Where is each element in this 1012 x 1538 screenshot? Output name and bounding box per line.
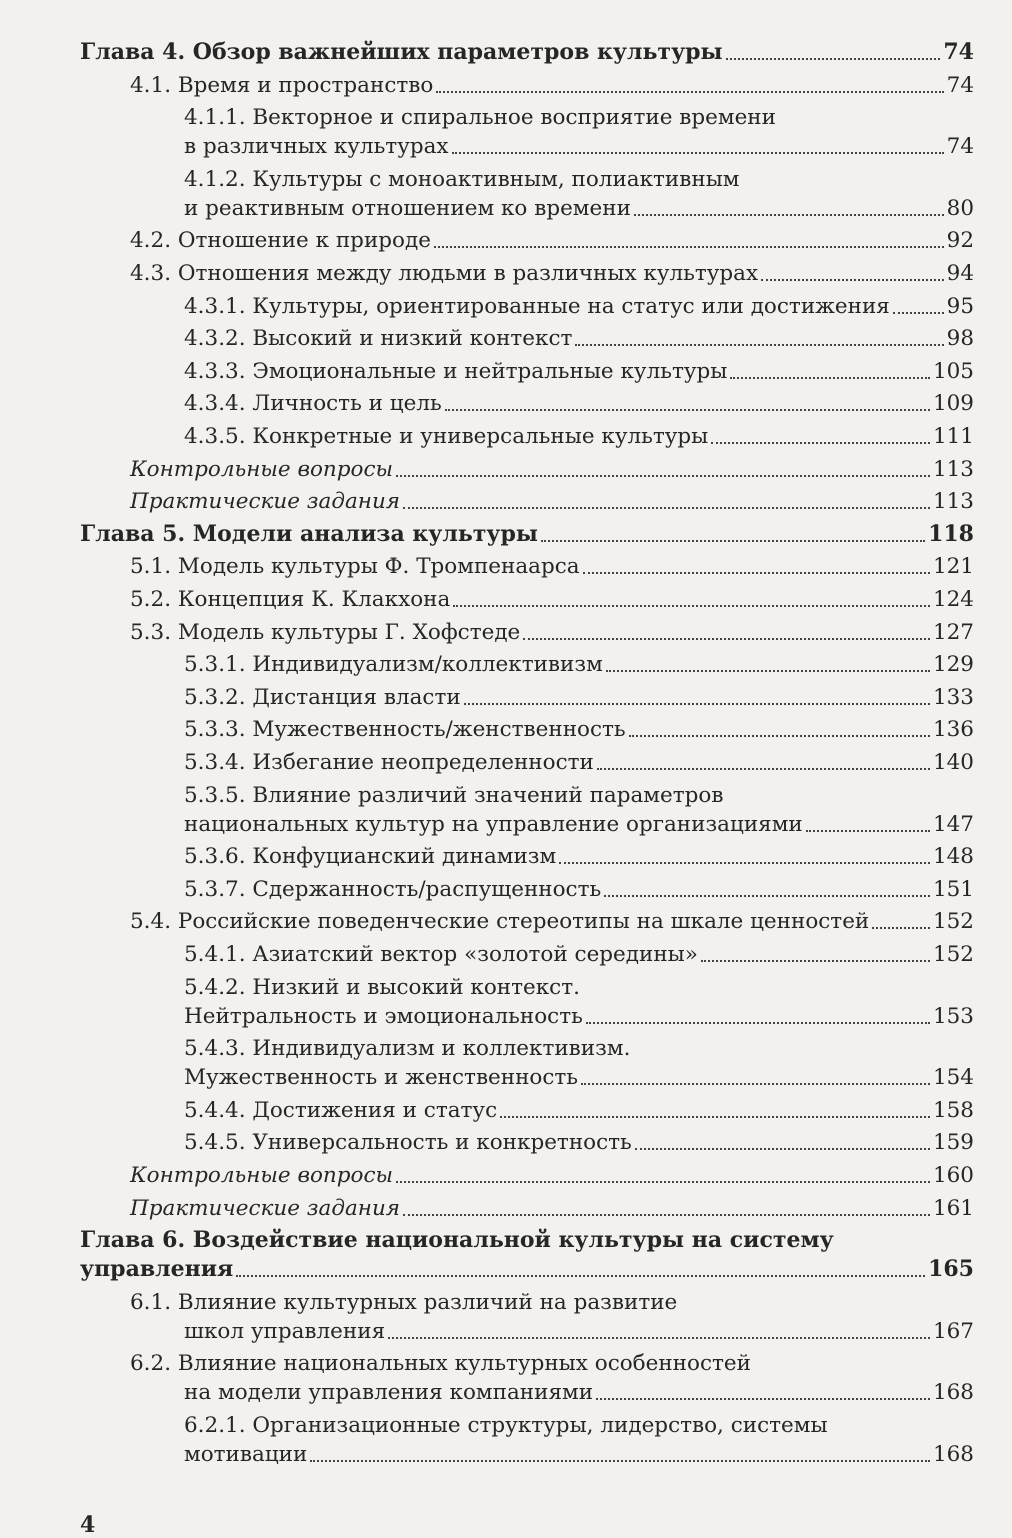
toc-entry-page: 113 [932,456,974,482]
toc-entry-page: 98 [946,326,974,352]
dot-leader [559,862,930,864]
dot-leader [453,605,930,607]
dot-leader [893,312,944,314]
page-number: 4 [80,1512,96,1538]
dot-leader [396,475,930,477]
toc-entry-title: Практические задания [130,1195,401,1221]
dot-leader [436,91,943,93]
dot-leader [629,735,930,737]
dot-leader [236,1275,925,1277]
toc-entry-page: 74 [943,39,974,65]
toc-line [184,1002,974,1031]
toc-entry-page: 127 [932,619,974,645]
toc-line [184,1096,974,1125]
toc-entry-title: 5.4. Российские поведенческие стереотипы на шкале ценностей [130,909,870,935]
toc-line [130,585,974,614]
toc-line [130,552,974,581]
toc-entry-title: 5.4.1. Азиатский вектор «золотой середины» [184,942,698,967]
toc-entry-title: на модели управления компаниями [184,1380,594,1406]
dot-leader [761,279,944,281]
toc-entry-page: 74 [946,134,974,160]
toc-entry-title: 4.3.5. Конкретные и универсальные культуры [184,424,709,449]
dot-leader [445,409,930,411]
toc-entry-page: 140 [932,750,974,775]
toc-entry-page: 136 [932,717,974,743]
toc-entry-page: 109 [932,391,974,417]
toc-entry-page: 118 [928,520,974,547]
toc-line [184,715,974,744]
dot-leader [606,670,930,672]
dot-leader [634,214,944,216]
toc-entry-page: 95 [946,293,974,319]
toc-line [184,357,974,386]
toc-entry-page: 168 [932,1442,974,1467]
dot-leader [806,830,930,832]
dot-leader [711,442,930,444]
toc-entry-title: 4.1.1. Векторное и спиральное восприятие времени [184,105,776,131]
toc-entry-title: Контрольные вопросы [130,456,394,482]
toc-entry-title: Контрольные вопросы [130,1163,394,1188]
toc-entry-page: 152 [932,909,974,935]
dot-leader [403,507,930,509]
toc-line [130,71,974,100]
toc-entry-title: 6.2. Влияние национальных культурных особенностей [130,1351,751,1377]
toc-line [130,1194,974,1223]
toc-entry-page: 158 [932,1097,974,1123]
dot-leader [388,1337,930,1339]
dot-leader [500,1116,930,1118]
toc-entry-title: Глава 6. Воздействие национальной культуры на систему [80,1227,834,1254]
toc-line [184,324,974,353]
toc-line [184,422,974,451]
toc-entry-title: и реактивным отношением ко времени [184,195,631,221]
dot-leader [604,895,930,897]
toc-entry-title: 4.2. Отношение к природе [130,228,431,254]
toc-entry-title: 4.3.3. Эмоциональные и нейтральные культуры [184,358,728,384]
toc-entry-page: 153 [932,1003,974,1029]
toc-entry-page: 161 [932,1195,974,1221]
dot-leader [701,960,930,962]
toc-entry-title: 5.1. Модель культуры Ф. Тромпенаарса [130,554,580,580]
toc-entry-page: 94 [946,261,974,286]
dot-leader [403,1214,930,1216]
toc-line [184,389,974,418]
toc-entry-title: 5.3.4. Избегание неопределенности [184,750,594,775]
dot-leader [581,1083,930,1085]
toc-entry-page: 152 [932,942,974,967]
toc-line [184,132,974,161]
toc-line [184,940,974,969]
toc-entry-title: 5.3.2. Дистанция власти [184,684,461,710]
toc-entry-title: школ управления [184,1318,386,1344]
toc-entry-title: в различных культурах [184,134,449,160]
toc-entry-page: 121 [932,554,974,580]
toc-entry-title: 4.3.2. Высокий и низкий контекст [184,326,573,352]
toc-entry-page: 74 [946,72,974,98]
toc-entry-title: национальных культур на управление организациями [184,811,803,837]
toc-entry-page: 165 [928,1256,974,1283]
toc-entry-title: мотивации [184,1442,308,1467]
toc-entry-title: 4.1. Время и пространство [130,72,434,98]
toc-entry-page: 113 [932,489,974,515]
toc-line [184,1440,974,1469]
toc-entry-page: 133 [932,684,974,710]
toc-entry-title: 5.4.4. Достижения и статус [184,1097,498,1123]
dot-leader [575,344,943,346]
toc-entry-title: Глава 4. Обзор важнейших параметров культуры [80,39,723,65]
toc-entry-page: 168 [932,1380,974,1406]
dot-leader [434,246,944,248]
dot-leader [596,1398,930,1400]
toc-entry-page: 147 [932,811,974,837]
toc-entry-page: 159 [932,1130,974,1156]
toc-entry-title: 4.3.1. Культуры, ориентированные на статус или достижения [184,293,890,319]
dot-leader [310,1460,930,1462]
toc-line [184,842,974,871]
dot-leader [452,152,944,154]
dot-leader [586,1022,930,1024]
toc-line [130,455,974,484]
toc-entry-title: 5.3.5. Влияние различий значений параметров [184,782,724,808]
dot-leader [396,1181,930,1183]
dot-leader [464,703,930,705]
toc-line [130,907,974,936]
toc-line [184,1317,974,1346]
dot-leader [597,768,930,770]
toc-entry-title: 6.1. Влияние культурных различий на развитие [130,1289,678,1315]
toc-entry-page: 167 [932,1318,974,1344]
dot-leader [635,1148,930,1150]
toc-line [130,618,974,647]
dot-leader [541,540,925,542]
toc-line [80,38,974,67]
toc-line [184,292,974,321]
toc-line [184,194,974,223]
toc-entry-page: 124 [932,587,974,612]
dot-leader [726,58,941,60]
toc-entry-title: управления [80,1256,234,1283]
toc-entry-title: 4.3. Отношения между людьми в различных культурах [130,261,759,286]
toc-entry-title: Мужественность и женственность [184,1065,579,1091]
toc-line [184,1378,974,1407]
toc-entry-title: 5.3.7. Сдержанность/распущенность [184,876,602,902]
toc-line [130,1161,974,1190]
toc-entry-page: 92 [946,228,974,254]
toc-entry-title: 5.4.5. Универсальность и конкретность [184,1130,632,1156]
toc-entry-title: 5.3.3. Мужественность/женственность [184,717,626,743]
toc-entry-title: 6.2.1. Организационные структуры, лидерство, системы [184,1413,828,1438]
toc-entry-title: 5.3. Модель культуры Г. Хофстеде [130,619,521,645]
toc-line [184,748,974,777]
toc-line [130,487,974,516]
toc-entry-page: 151 [932,876,974,902]
toc-entry-title: 5.3.6. Конфуцианский динамизм [184,844,557,870]
toc-line [184,1128,974,1157]
dot-leader [583,572,930,574]
toc-entry-page: 154 [932,1065,974,1091]
dot-leader [730,377,930,379]
toc-line [80,1255,974,1284]
toc-entry-title: 5.3.1. Индивидуализм/коллективизм [184,652,603,678]
toc-line [184,650,974,679]
toc-entry-title: 5.4.2. Низкий и высокий контекст. [184,974,580,1000]
toc-entry-page: 80 [946,195,974,221]
toc-entry-title: 5.2. Концепция К. Клакхона [130,587,451,612]
toc-entry-title: 4.3.4. Личность и цель [184,391,442,417]
toc-line [184,683,974,712]
dot-leader [523,638,930,640]
toc-entry-title: 4.1.2. Культуры с моноактивным, полиактивным [184,166,740,192]
toc-entry-page: 105 [932,358,974,384]
toc-line [184,1063,974,1092]
dot-leader [872,927,930,929]
toc-entry-title: Практические задания [130,489,401,515]
toc-entry-page: 160 [932,1163,974,1188]
toc-entry-page: 129 [932,652,974,678]
toc-entry-title: Глава 5. Модели анализа культуры [80,520,538,547]
toc-entry-page: 148 [932,844,974,870]
toc-line [80,520,974,549]
toc-entry-title: Нейтральность и эмоциональность [184,1003,583,1029]
toc-entry-page: 111 [932,424,974,449]
toc-line [184,875,974,904]
toc-entry-title: 5.4.3. Индивидуализм и коллективизм. [184,1036,631,1062]
toc-line [130,226,974,255]
toc-line [130,259,974,288]
toc-line [184,810,974,839]
